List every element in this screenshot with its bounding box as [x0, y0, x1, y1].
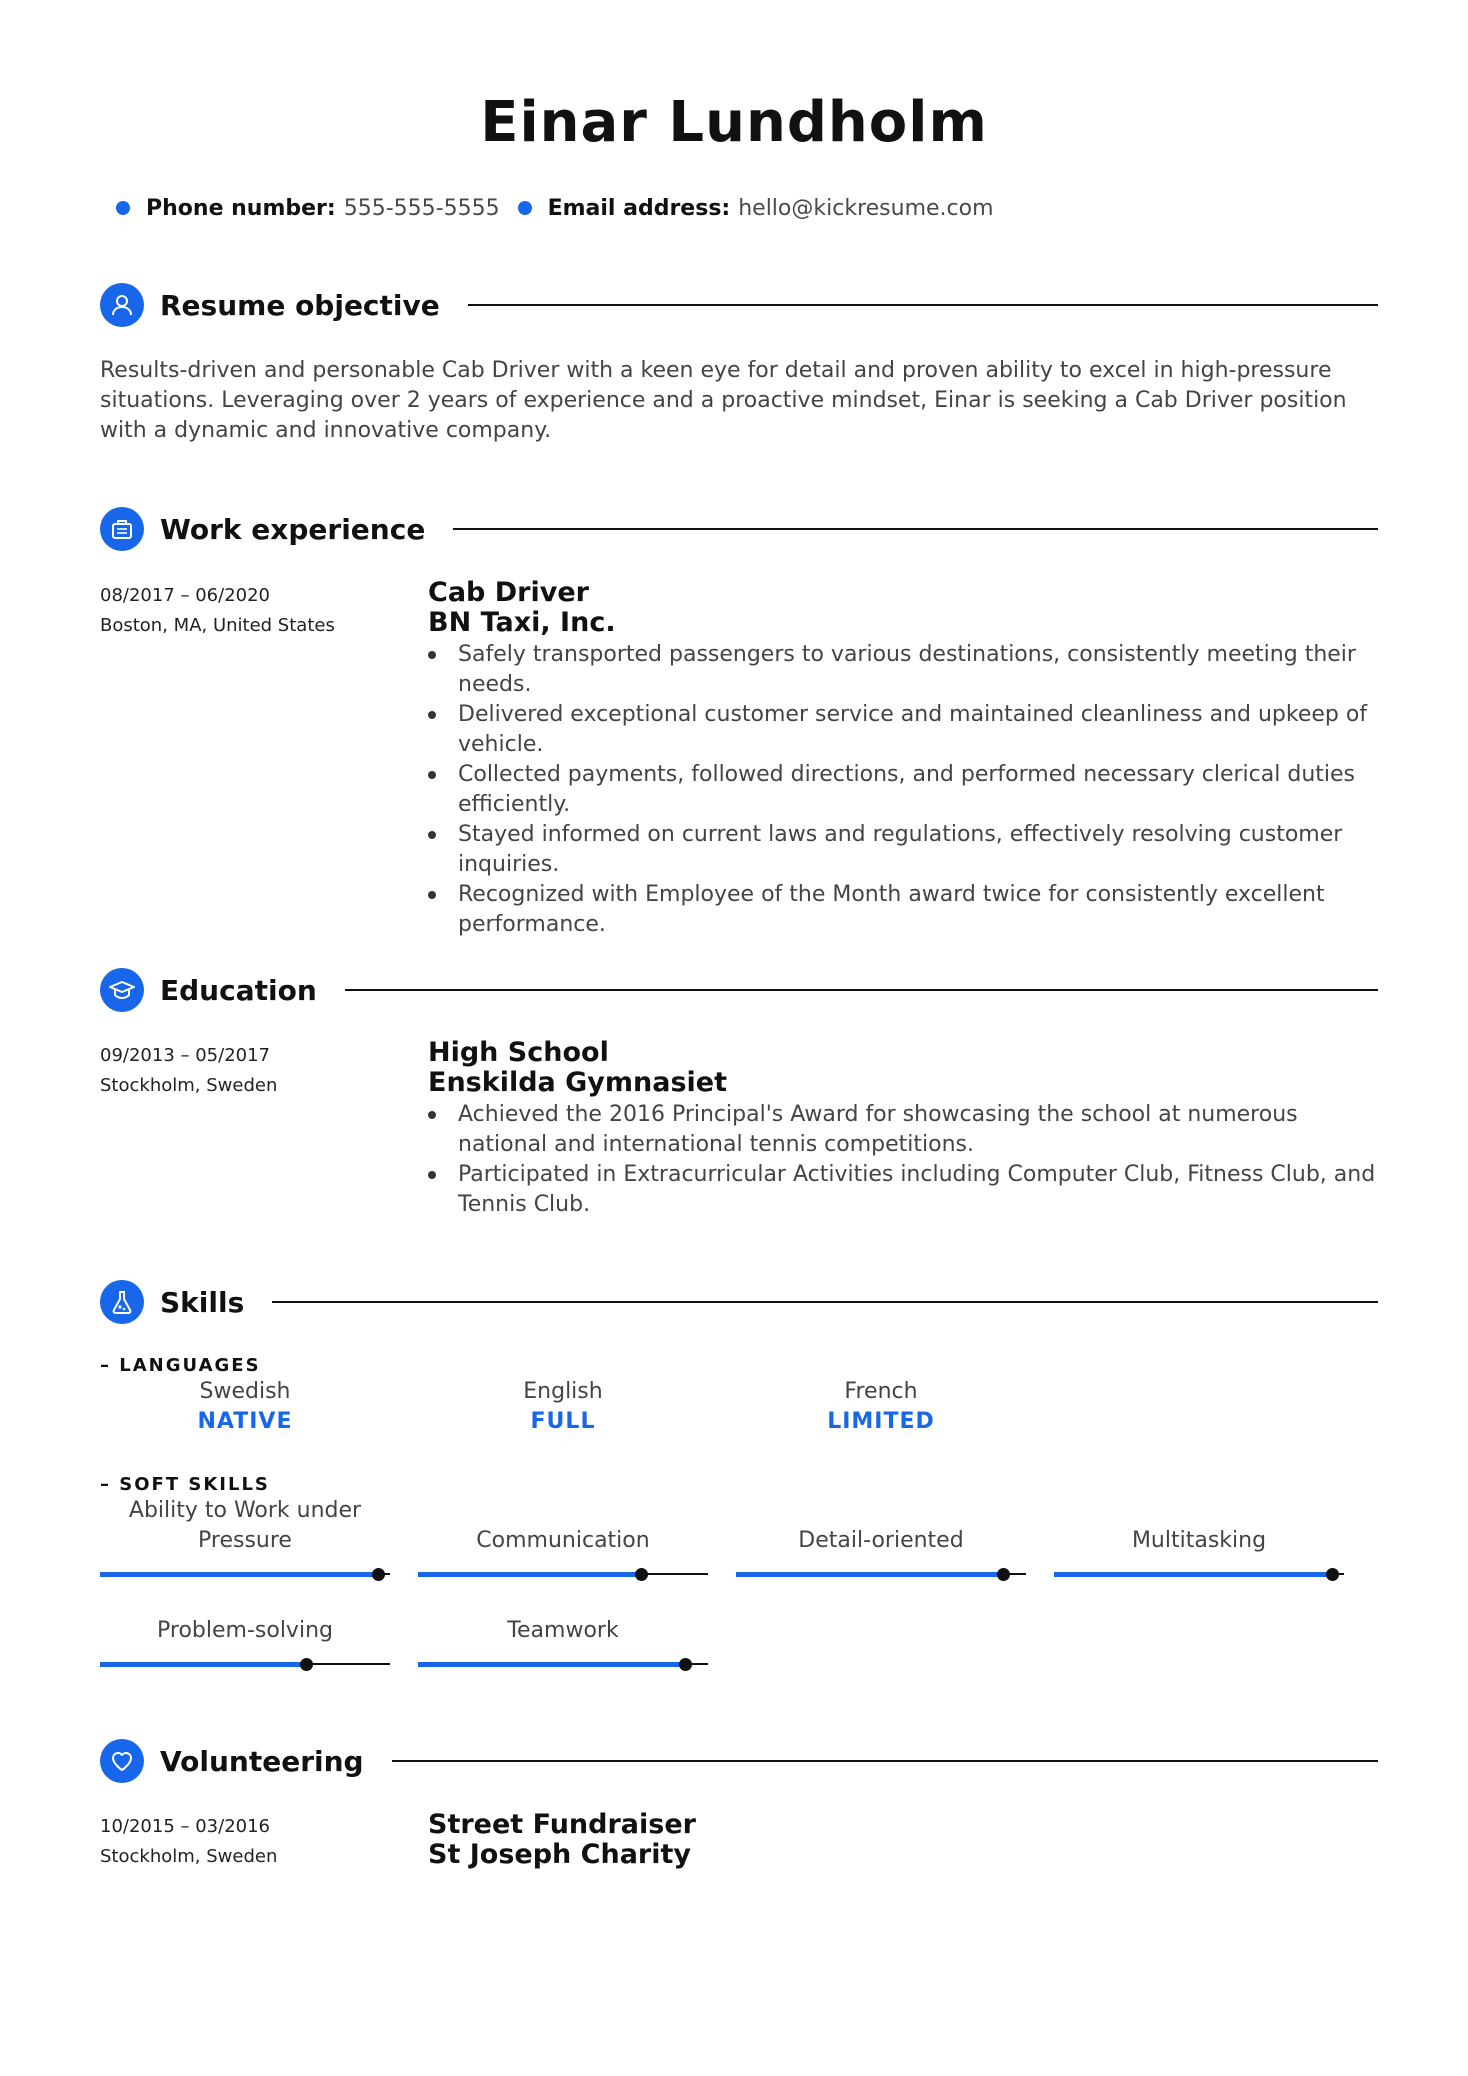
skill-level-bar [418, 1568, 708, 1580]
skill-item [736, 1496, 1026, 1580]
volunteering-dates: 10/2015 – 03/2016 [100, 1816, 270, 1837]
language-name: Swedish [199, 1379, 291, 1404]
skill-level-bar [100, 1568, 390, 1580]
volunteering-entry [428, 1810, 1383, 1870]
skill-track [641, 1573, 708, 1575]
section-divider [392, 1760, 1378, 1762]
list-item: Achieved the 2016 Principal's Award for showcasing the school at numerous national and international tennis competitions. [428, 1100, 1383, 1160]
contact-phone [116, 196, 500, 221]
skill-name: Teamwork [507, 1618, 619, 1643]
list-item: Collected payments, followed directions, and performed necessary clerical duties efficiently. [428, 760, 1383, 820]
skill-track [306, 1663, 390, 1665]
work-entry [428, 578, 1383, 940]
language-name: French [844, 1379, 918, 1404]
section-title: Skills [160, 1285, 245, 1319]
skill-name: Detail-oriented [798, 1528, 964, 1553]
list-item: Delivered exceptional customer service and maintained cleanliness and upkeep of vehicle. [428, 700, 1383, 760]
section-divider [272, 1301, 1378, 1303]
skill-knob [300, 1658, 313, 1671]
skill-knob [997, 1568, 1010, 1581]
education-entry-meta [100, 1041, 400, 1101]
skill-fill [418, 1572, 641, 1577]
section-divider [345, 989, 1378, 991]
language-level: LIMITED [827, 1409, 935, 1434]
volunteering-role: Street Fundraiser [428, 1809, 696, 1840]
skill-name: Problem-solving [157, 1618, 333, 1643]
briefcase-icon [100, 507, 144, 551]
volunteering-org: St Joseph Charity [428, 1839, 692, 1870]
skill-name: Ability to Work under Pressure [128, 1498, 362, 1553]
education-bullets [428, 1100, 1383, 1220]
language-level: NATIVE [197, 1409, 293, 1434]
education-degree: High School [428, 1037, 609, 1068]
section-volunteering-header [100, 1739, 1378, 1783]
contact-bar [116, 190, 1012, 226]
work-entry-meta [100, 581, 400, 641]
section-title: Volunteering [160, 1744, 364, 1778]
language-item [736, 1377, 1026, 1437]
list-item: Participated in Extracurricular Activities including Computer Club, Fitness Club, and Tennis Club. [428, 1160, 1383, 1220]
language-item [418, 1377, 708, 1437]
language-level: FULL [530, 1409, 596, 1434]
skill-name: Multitasking [1131, 1528, 1267, 1553]
skill-item [100, 1496, 390, 1580]
education-entry [428, 1038, 1383, 1220]
skill-knob [679, 1658, 692, 1671]
skill-fill [100, 1572, 378, 1577]
phone-value: 555-555-5555 [343, 195, 500, 221]
skill-item [418, 1610, 708, 1670]
bullet-dot-icon [518, 201, 532, 215]
skill-knob [635, 1568, 648, 1581]
language-name: English [523, 1379, 603, 1404]
section-objective-header [100, 283, 1378, 327]
education-dates: 09/2013 – 05/2017 [100, 1045, 270, 1066]
skill-item [100, 1610, 390, 1670]
skill-knob [372, 1568, 385, 1581]
skill-fill [1054, 1572, 1332, 1577]
bullet-dot-icon [116, 201, 130, 215]
section-divider [468, 304, 1378, 306]
work-company: BN Taxi, Inc. [428, 607, 616, 638]
section-title: Work experience [160, 512, 426, 546]
skill-level-bar [736, 1568, 1026, 1580]
education-location: Stockholm, Sweden [100, 1075, 278, 1096]
candidate-name: Einar Lundholm [480, 90, 988, 155]
language-item [100, 1377, 390, 1437]
phone-label: Phone number: [146, 195, 336, 221]
skill-level-bar [418, 1658, 708, 1670]
skill-knob [1326, 1568, 1339, 1581]
section-title: Education [160, 973, 317, 1007]
contact-email [518, 196, 994, 221]
skill-level-bar [1054, 1568, 1344, 1580]
graduation-cap-icon [100, 968, 144, 1012]
work-location: Boston, MA, United States [100, 615, 335, 636]
section-work-header [100, 507, 1378, 551]
work-role: Cab Driver [428, 577, 589, 608]
flask-icon [100, 1280, 144, 1324]
skill-item [418, 1496, 708, 1580]
work-dates: 08/2017 – 06/2020 [100, 585, 270, 606]
section-title: Resume objective [160, 288, 440, 322]
volunteering-location: Stockholm, Sweden [100, 1846, 278, 1867]
list-item: Safely transported passengers to various destinations, consistently meeting their needs. [428, 640, 1383, 700]
section-skills-header [100, 1280, 1378, 1324]
skill-item [1054, 1496, 1344, 1580]
section-divider [453, 528, 1378, 530]
section-education-header [100, 968, 1378, 1012]
email-label: Email address: [547, 195, 731, 221]
skill-level-bar [100, 1658, 390, 1670]
objective-text: Results-driven and personable Cab Driver with a keen eye for detail and proven ability to excel in high-pressure situations. Leveraging over 2 years of experience and a proactive mindset, Einar is seeking a Cab Driver position with a dynamic and innovative company. [100, 358, 1347, 443]
heart-icon [100, 1739, 144, 1783]
user-icon [100, 283, 144, 327]
skill-fill [100, 1662, 306, 1667]
skill-fill [736, 1572, 1003, 1577]
skill-name: Communication [476, 1528, 650, 1553]
email-value: hello@kickresume.com [738, 195, 994, 221]
list-item: Stayed informed on current laws and regulations, effectively resolving customer inquiries. [428, 820, 1383, 880]
education-school: Enskilda Gymnasiet [428, 1067, 728, 1098]
list-item: Recognized with Employee of the Month award twice for consistently excellent performance. [428, 880, 1383, 940]
soft-skills-subheading: – SOFT SKILLS [100, 1474, 270, 1495]
work-bullets [428, 640, 1383, 940]
languages-subheading: – LANGUAGES [100, 1355, 261, 1376]
skill-fill [418, 1662, 685, 1667]
volunteering-entry-meta [100, 1812, 400, 1872]
